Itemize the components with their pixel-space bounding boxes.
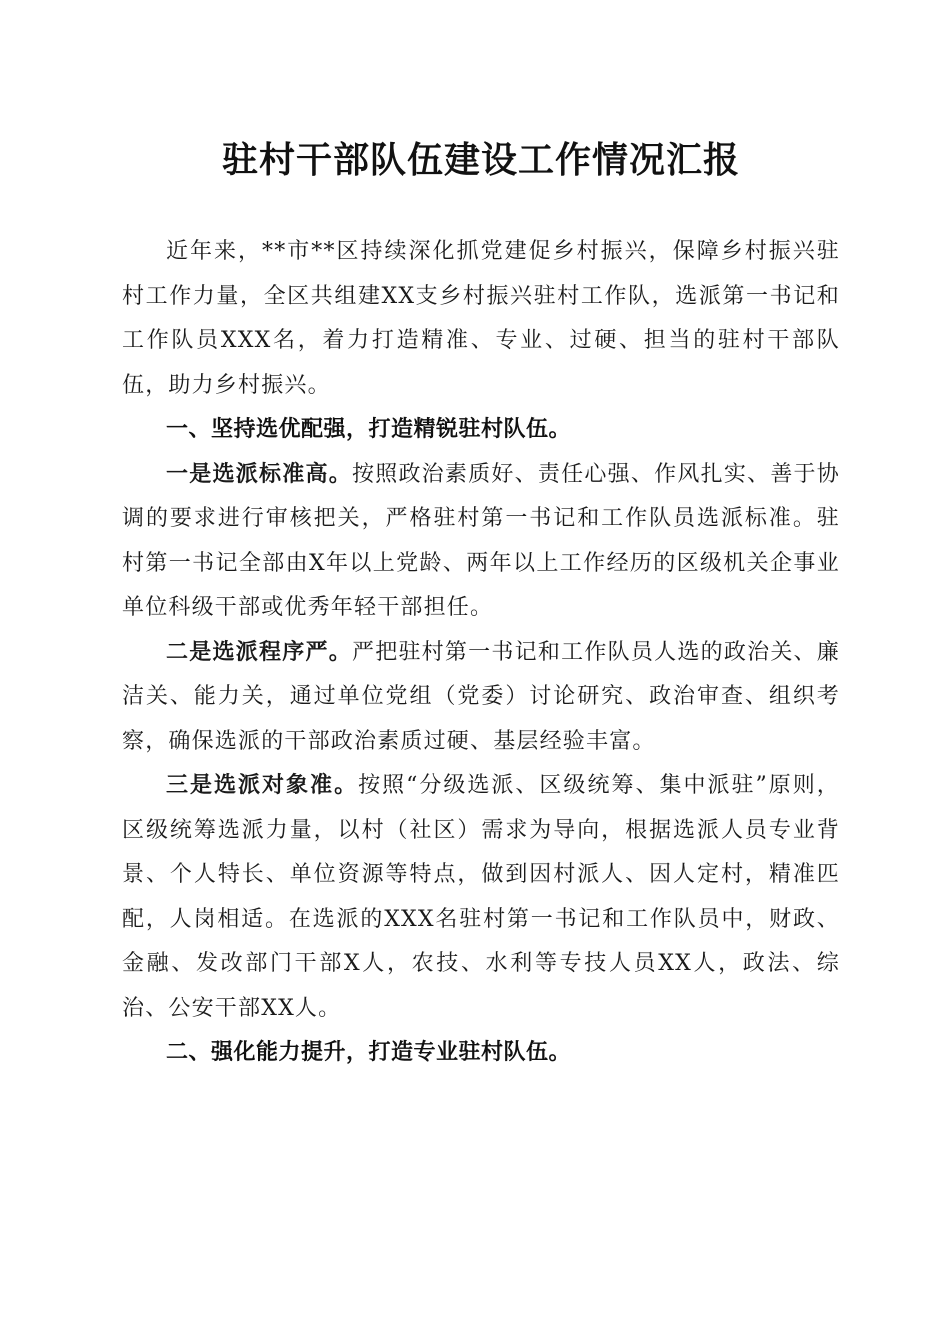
point-text-2: 严把驻村第一书记和工作队员人选的政治关、廉洁关、能力关，通过单位党组（党委）讨论研究、政治审查、组织考察，确保选派的干部政治素质过硬、基层经验丰富。 <box>122 639 841 754</box>
document-title: 驻村干部队伍建设工作情况汇报 <box>221 139 740 181</box>
point-text-3: 按照“分级选派、区级统筹、集中派驻”原则，区级统筹选派力量，以村（社区）需求为导向，根据选派人员专业背景、个人特长、单位资源等特点，做到因村派人、因人定村，精准匹配，人岗相适。在选派的XXX名驻村第一书记和工作队员中，财政、金融、发改部门干部X人，农技、水利等专技人员XX人，政法、综治、公安干部XX人。 <box>122 773 840 1021</box>
section-heading-1: 一、坚持选优配强，打造精锐驻村队伍。 <box>166 417 572 442</box>
point-lead-1: 一是选派标准高。 <box>166 461 352 487</box>
point-lead-3: 三是选派对象准。 <box>166 773 359 798</box>
intro-paragraph: 近年来，**市**区持续深化抓党建促乡村振兴，保障乡村振兴驻村工作力量，全区共组建XX支乡村振兴驻村工作队，选派第一书记和工作队员XXX名，着力打造精准、专业、过硬、担当的驻村干部队伍，助力乡村振兴。 <box>122 239 840 398</box>
point-paragraph-2 <box>122 631 840 765</box>
section-heading-2: 二、强化能力提升，打造专业驻村队伍。 <box>166 1040 572 1065</box>
point-text-1: 按照政治素质好、责任心强、作风扎实、善于协调的要求进行审核把关，严格驻村第一书记和工作队员选派标准。驻村第一书记全部由X年以上党龄、两年以上工作经历的区级机关企事业单位科级干部或优秀年轻干部担任。 <box>122 461 841 620</box>
point-lead-2: 二是选派程序严。 <box>166 639 352 665</box>
point-paragraph-1 <box>122 453 840 631</box>
document-body <box>122 230 840 1076</box>
point-paragraph-3 <box>122 764 840 1031</box>
